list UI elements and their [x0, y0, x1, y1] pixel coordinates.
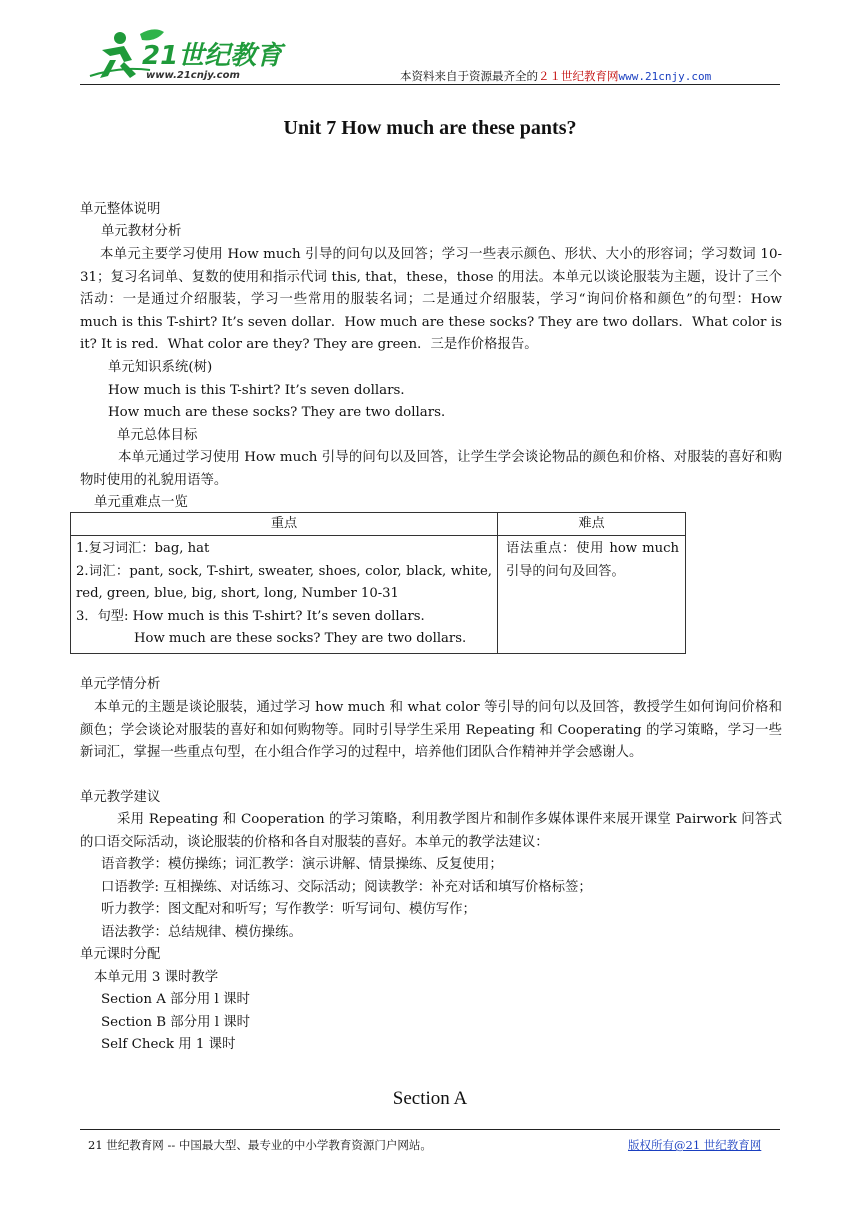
schedule-line: Section A 部分用 l 课时 — [101, 992, 250, 1007]
tree-heading: 单元知识系统(树) — [108, 360, 213, 375]
suggestions-heading: 单元教学建议 — [80, 790, 161, 805]
overview-heading: 单元整体说明 — [80, 202, 161, 217]
header-note-url[interactable]: www.21cnjy.com — [618, 70, 712, 83]
suggestion-line: 口语教学: 互相操练、对话练习、交际活动；阅读教学：补充对话和填写价格标签； — [101, 880, 592, 895]
goal-heading: 单元总体目标 — [117, 428, 198, 443]
logo-url-text: www.21cnjy.com — [146, 70, 240, 81]
key-line: 3．句型: How much is this T-shirt? It’s seven dollars. — [76, 608, 425, 624]
keypoints-table — [70, 512, 686, 654]
footer-copyright-link[interactable]: 版权所有@21 世纪教育网 — [628, 1138, 762, 1152]
table-cell-key — [71, 536, 498, 654]
schedule-line: Section B 部分用 l 课时 — [101, 1015, 251, 1030]
schedule-heading: 单元课时分配 — [80, 947, 161, 962]
tree-line-1: How much is this T-shirt? It’s seven dollars． — [108, 383, 414, 398]
suggestions-paragraph: 采用 Repeating 和 Cooperation 的学习策略，利用教学图片和制作多媒体课件来展开课堂 Pairwork 问答式的口语交际活动，谈论服装的价格和各自对服装的喜好。本单元的教学法建议： — [80, 812, 782, 850]
schedule-line: Self Check 用 1 课时 — [101, 1037, 236, 1052]
table-cell-difficult: 语法重点：使用 how much 引导的问句及回答。 — [498, 536, 686, 654]
materials-paragraph: 本单元主要学习使用 How much 引导的问句以及回答；学习一些表示颜色、形状、大小的形容词；学习数词 10-31；复习名词单、复数的使用和指示代词 this, that，these，those 的用法。本单元以谈论服装为主题，设计了三个活动：一是通过介绍服装，学习一些常用的服装名词；二是通过介绍服装，学习“询问价格和颜色”的句型：How much is this T-shirt? It’s seven dollar．How much are these socks? They are two dollars．What color is it? It is red．What color are they? They are green．三是作价格报告。 — [80, 247, 782, 352]
table-header-difficult: 难点 — [498, 513, 686, 536]
footer-left-text: 21 世纪教育网 -- 中国最大型、最专业的中小学教育资源门户网站。 — [88, 1138, 432, 1152]
learner-heading: 单元学情分析 — [80, 677, 161, 692]
suggestion-line: 语法教学：总结规律、模仿操练。 — [101, 925, 302, 940]
suggestion-line: 听力教学：图文配对和听写；写作教学：听写词句、模仿写作； — [101, 902, 476, 917]
table-header-key: 重点 — [71, 513, 498, 536]
header-note — [400, 68, 711, 84]
schedule-intro: 本单元用 3 课时教学 — [94, 970, 219, 985]
materials-heading: 单元教材分析 — [101, 224, 182, 239]
page-title: Unit 7 How much are these pants? — [283, 117, 577, 139]
tree-line-2: How much are these socks? They are two dollars． — [108, 405, 455, 420]
site-logo — [80, 26, 290, 84]
footer-divider — [80, 1129, 780, 1130]
header-divider — [80, 84, 780, 85]
header-note-prefix: 本资料来自于资源最齐全的 — [400, 69, 538, 83]
section-heading: Section A — [392, 1088, 468, 1109]
goal-paragraph: 本单元通过学习使用 How much 引导的问句以及回答，让学生学会谈论物品的颜色和价格、对服装的喜好和购物时使用的礼貌用语等。 — [80, 450, 782, 488]
key-line: 2.词汇：pant, sock, T-shirt, sweater, shoes, color, black, white, red, green, blue, big, short, long, Number 10-31 — [76, 563, 492, 601]
keypoints-heading: 单元重难点一览 — [94, 495, 188, 510]
key-line: 1.复习词汇：bag, hat — [76, 541, 210, 556]
logo-brand-text: 21世纪教育 — [142, 41, 283, 71]
learner-paragraph: 本单元的主题是谈论服装，通过学习 how much 和 what color 等引导的问句以及回答，教授学生如何询问价格和颜色；学会谈论对服装的喜好和如何购物等。同时引导学生采用 Repeating 和 Cooperating 的学习策略，学习一些新词汇，掌握一些重点句型，在小组合作学习的过程中，培养他们团队合作精神并学会感谢人。 — [80, 700, 782, 760]
suggestion-line: 语音教学：模仿操练；词汇教学：演示讲解、情景操练、反复使用； — [101, 857, 503, 872]
key-line: How much are these socks? They are two dollars. — [134, 631, 467, 646]
header-note-site[interactable]: ２１世纪教育网 — [538, 69, 619, 83]
